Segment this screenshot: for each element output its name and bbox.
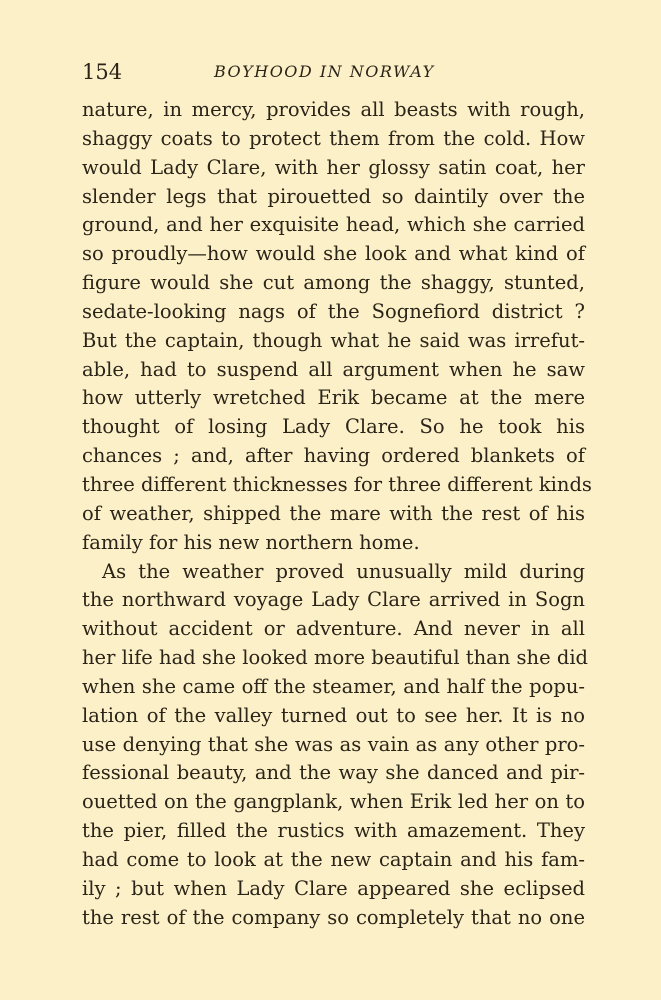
text-line: thought of losing Lady Clare. So he took his (82, 415, 585, 439)
text-line: so proudly—how would she look and what kind of (82, 242, 585, 266)
text-line: lation of the valley turned out to see her. It is no (82, 703, 585, 727)
text-line: how utterly wretched Erik became at the mere (82, 386, 585, 410)
text-line: use denying that she was as vain as any other pro- (82, 732, 585, 756)
text-line: ground, and her exquisite head, which she carried (82, 213, 585, 237)
text-line: the pier, filled the rustics with amazement. They (82, 819, 585, 843)
text-line: when she came off the steamer, and half the popu- (82, 674, 585, 698)
text-line: without accident or adventure. And never in all (82, 617, 585, 641)
running-title: BOYHOOD IN NORWAY (214, 62, 435, 81)
text-line: chances ; and, after having ordered blankets of (82, 444, 585, 468)
text-line: figure would she cut among the shaggy, stunted, (82, 271, 585, 295)
text-line: fessional beauty, and the way she danced and pir- (82, 761, 585, 785)
text-line: slender legs that pirouetted so daintily over the (82, 184, 585, 208)
text-line: the northward voyage Lady Clare arrived in Sogn (82, 588, 585, 612)
text-line: family for his new northern home. (82, 530, 420, 554)
text-line: of weather, shipped the mare with the rest of his (82, 501, 585, 525)
text-line: her life had she looked more beautiful than she did (82, 646, 589, 670)
text-line: nature, in mercy, provides all beasts with rough, (82, 98, 585, 121)
text-line: As the weather proved unusually mild during (102, 559, 585, 583)
text-line: the rest of the company so completely that no one (82, 905, 585, 929)
text-line: would Lady Clare, with her glossy satin coat, her (82, 155, 585, 179)
text-line: sedate-looking nags of the Sognefiord district ? (82, 299, 585, 323)
page-body-text (82, 96, 592, 932)
text-line: But the captain, though what he said was irrefut- (82, 328, 585, 352)
page-number: 154 (82, 60, 123, 84)
text-line: ily ; but when Lady Clare appeared she eclipsed (82, 876, 585, 900)
text-line: able, had to suspend all argument when he saw (82, 357, 585, 381)
running-header (82, 60, 585, 88)
text-line: shaggy coats to protect them from the cold. How (82, 126, 585, 150)
text-line: had come to look at the new captain and his fam- (82, 847, 585, 871)
text-line: three different thicknesses for three different kinds (82, 472, 592, 496)
text-line: ouetted on the gangplank, when Erik led her on to (82, 790, 585, 814)
